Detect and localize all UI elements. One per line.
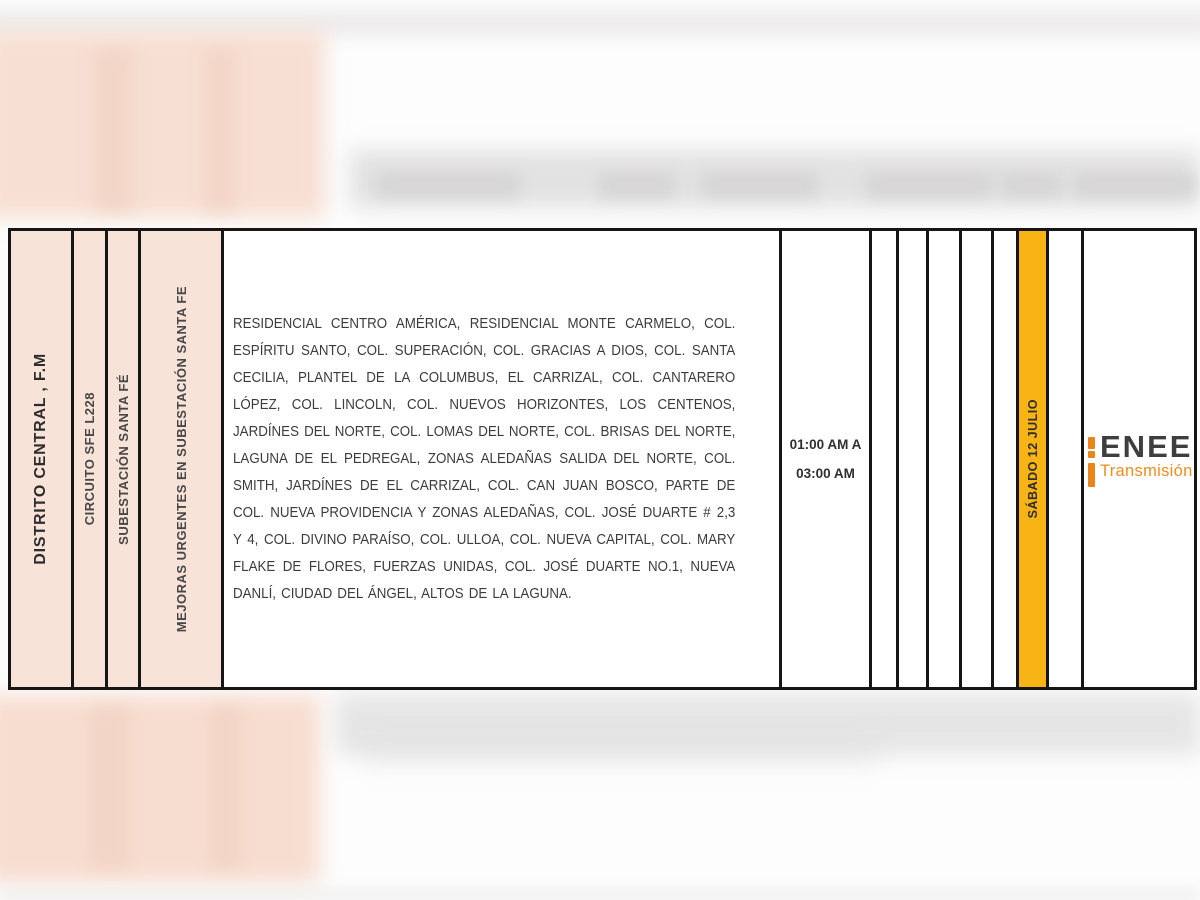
spacer-column: [994, 231, 1019, 687]
blurred-text-blob: [375, 172, 520, 198]
spacer-column: [899, 231, 929, 687]
substation-cell: [108, 231, 141, 687]
enee-subtitle: Transmisión: [1100, 461, 1193, 480]
blurred-column-stripe: [205, 48, 235, 213]
work-description-label: MEJORAS URGENTES EN SUBESTACIÓN SANTA FE: [173, 285, 189, 633]
date-label: SÁBADO 12 JULIO: [1025, 399, 1040, 519]
blurred-pink-block-top: [0, 30, 325, 218]
date-cell: [1019, 231, 1049, 687]
blurred-top-row: [0, 10, 1200, 36]
outage-time: [790, 430, 862, 488]
enee-logo-mark-icon: [1088, 437, 1095, 487]
work-description-cell: [141, 231, 224, 687]
outage-table-row: [8, 228, 1197, 690]
blurred-text-band: [350, 150, 1200, 208]
enee-logo-text: [1100, 428, 1193, 481]
spacer-column: [962, 231, 994, 687]
circuit-cell: [74, 231, 108, 687]
blurred-column-stripe: [210, 705, 242, 870]
district-cell: [11, 231, 74, 687]
enee-logo: [1084, 428, 1194, 487]
blurred-text-blob: [1072, 172, 1196, 198]
blurred-bottom-edge: [0, 888, 1200, 900]
circuit-label: CIRCUITO SFE L228: [82, 392, 97, 526]
blurred-column-stripe: [95, 48, 133, 213]
district-label: DISTRITO CENTRAL , F.M: [32, 353, 49, 565]
blurred-column-stripe: [90, 705, 130, 870]
substation-label: SUBESTACIÓN SANTA FÉ: [115, 373, 131, 545]
blurred-text-blob: [865, 172, 993, 198]
blurred-text-band-bottom: [335, 693, 1200, 755]
time-line2: 03:00 AM: [796, 466, 855, 481]
spacer-column: [1049, 231, 1084, 687]
affected-areas-cell: [224, 231, 782, 687]
affected-areas-text: RESIDENCIAL CENTRO AMÉRICA, RESIDENCIAL MONTE CARMELO, COL. ESPÍRITU SANTO, COL. SUPERACIÓN, COL. GRACIAS A DIOS, COL. SANTA CECILIA, PLANTEL DE LA COLUMBUS, EL CARRIZAL, COL. CANTARERO LÓPEZ, COL. LINCOLN, COL. NUEVOS HORIZONTES, LOS CENTENOS, JARDÍNES DEL NORTE, COL. LOMAS DEL NORTE, COL. BRISAS DEL NORTE, LAGUNA DE EL PEDREGAL, ZONAS ALEDAÑAS SALIDA DEL NORTE, COL. SMITH, JARDÍNES DE EL CARRIZAL, COL. CAN JUAN BOSCO, PARTE DE COL. NUEVA PROVIDENCIA Y ZONAS ALEDAÑAS, COL. JOSÉ DUARTE # 2,3 Y 4, COL. DIVINO PARAÍSO, COL. ULLOA, COL. NUEVA CAPITAL, COL. MARY FLAKE DE FLORES, FUERZAS UNIDAS, COL. JOSÉ DUARTE NO.1, NUEVA DANLÍ, CIUDAD DEL ÁNGEL, ALTOS DE LA LAGUNA.: [233, 315, 736, 602]
blurred-text-blob: [598, 172, 676, 198]
logo-cell: [1084, 231, 1194, 687]
blurred-pink-block-bottom: [0, 695, 320, 883]
time-line1: 01:00 AM A: [789, 437, 862, 452]
enee-wordmark: ENEE: [1100, 428, 1193, 464]
blurred-text-blob: [1000, 172, 1062, 198]
spacer-column: [872, 231, 899, 687]
blurred-text-band-bottom: [360, 733, 880, 765]
spacer-column: [929, 231, 962, 687]
blurred-text-blob: [700, 172, 818, 198]
time-cell: [782, 231, 872, 687]
